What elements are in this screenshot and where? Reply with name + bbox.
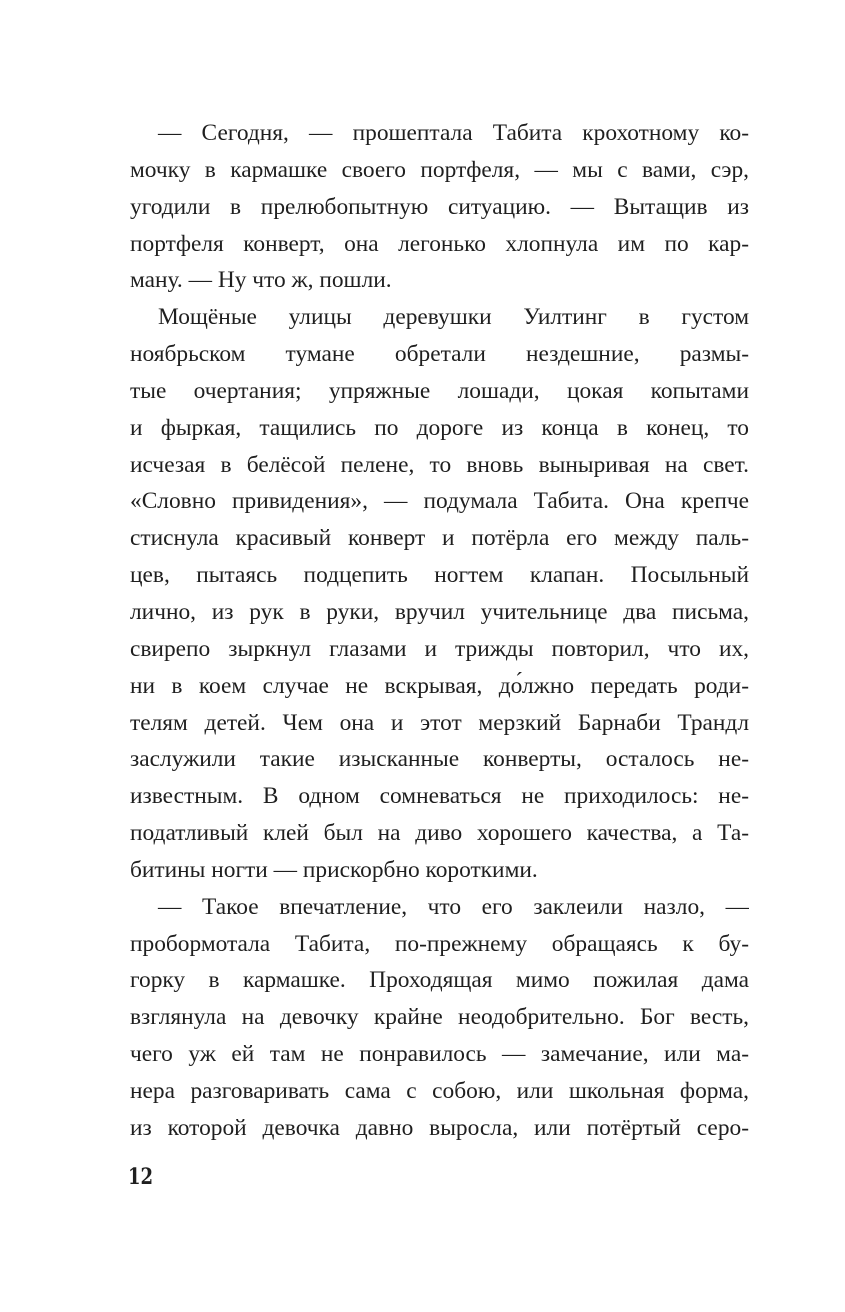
paragraph-1 bbox=[130, 115, 749, 299]
text-line: цев, пытаясь подцепить ногтем клапан. Посыльный bbox=[130, 562, 749, 589]
text-line: из которой девочка давно выросла, или потёртый серо- bbox=[130, 1114, 749, 1141]
text-line: Мощёные улицы деревушки Уилтинг в густом bbox=[158, 304, 749, 331]
text-line: чего уж ей там не понравилось — замечание, или ма- bbox=[130, 1041, 749, 1068]
text-line: «Словно привидения», — подумала Табита. Она крепче bbox=[130, 488, 749, 515]
paragraph-2 bbox=[130, 299, 749, 889]
text-line: — Сегодня, — прошептала Табита крохотному ко- bbox=[158, 120, 749, 146]
text-line: тые очертания; упряжные лошади, цокая копытами bbox=[130, 377, 749, 404]
text-line: свирепо зыркнул глазами и трижды повторил, что их, bbox=[130, 635, 749, 662]
text-line: пробормотала Табита, по-прежнему обращаясь к бу- bbox=[130, 930, 749, 957]
text-line: известным. В одном сомневаться не приходилось: не- bbox=[130, 783, 749, 810]
text-line: и фыркая, тащились по дороге из конца в конец, то bbox=[130, 414, 749, 441]
text-line: заслужили такие изысканные конверты, осталось не- bbox=[130, 746, 749, 773]
text-line: горку в кармашке. Проходящая мимо пожилая дама bbox=[130, 967, 749, 994]
text-line: податливый клей был на диво хорошего качества, а Та- bbox=[130, 820, 749, 847]
text-line: исчезая в белёсой пелене, то вновь выныривая на свет. bbox=[130, 451, 749, 478]
text-line: ноябрьском тумане обретали нездешние, размы- bbox=[130, 341, 749, 368]
page-number: 12 bbox=[128, 1164, 154, 1190]
text-line: — Такое впечатление, что его заклеили назло, — bbox=[158, 893, 749, 920]
text-line: угодили в прелюбопытную ситуацию. — Вытащив из bbox=[130, 193, 749, 220]
text-line: ману. — Ну что ж, пошли. bbox=[130, 267, 392, 294]
body-text bbox=[130, 115, 749, 1147]
paragraph-3 bbox=[130, 889, 749, 1147]
text-line: взглянула на девочку крайне неодобрительно. Бог весть, bbox=[130, 1004, 749, 1031]
text-line: телям детей. Чем она и этот мерзкий Барнаби Трандл bbox=[130, 709, 749, 736]
text-line: нера разговаривать сама с собою, или школьная форма, bbox=[130, 1077, 749, 1104]
text-line: мочку в кармашке своего портфеля, — мы с вами, сэр, bbox=[130, 156, 749, 183]
text-line: портфеля конверт, она легонько хлопнула им по кар- bbox=[130, 230, 749, 257]
text-line: стиснула красивый конверт и потёрла его между паль- bbox=[130, 525, 749, 552]
text-line: ни в коем случае не вскрывая, до́лжно передать роди- bbox=[130, 672, 749, 699]
text-line: битины ногти — прискорбно короткими. bbox=[130, 856, 538, 883]
text-line: лично, из рук в руки, вручил учительнице два письма, bbox=[130, 598, 749, 625]
